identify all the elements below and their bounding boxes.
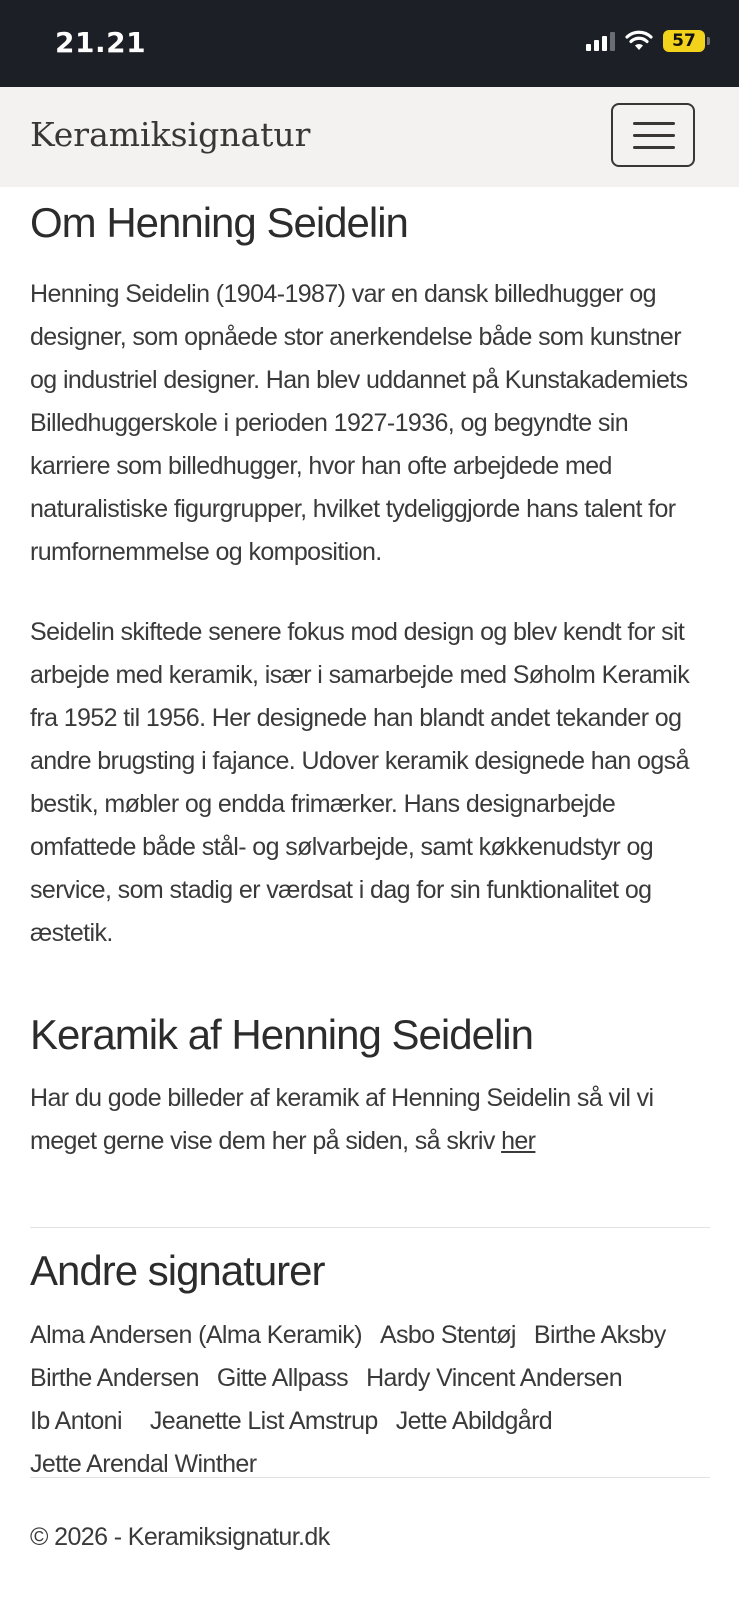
ceramics-text xyxy=(30,1077,710,1163)
signal-icon xyxy=(586,31,615,51)
hamburger-menu-icon-bar xyxy=(633,146,675,149)
ceramics-title: Keramik af Henning Seidelin xyxy=(30,1011,533,1058)
brand-link[interactable]: Keramiksignatur xyxy=(30,115,311,154)
signature-link-gitte-allpass[interactable]: Gitte Allpass xyxy=(216,1364,349,1392)
about-title: Om Henning Seidelin xyxy=(30,199,408,246)
footer-copyright: © 2026 - Keramiksignatur.dk xyxy=(30,1523,330,1551)
other-signatures-title: Andre signaturer xyxy=(30,1247,325,1294)
other-signatures-list xyxy=(30,1314,720,1486)
status-bar xyxy=(0,0,739,87)
signature-link-asbo-stentoj[interactable]: Asbo Stentøj xyxy=(379,1321,516,1349)
signature-link-hardy-vincent-andersen[interactable]: Hardy Vincent Andersen xyxy=(366,1364,623,1392)
signature-link-jeanette-list-amstrup[interactable]: Jeanette List Amstrup xyxy=(149,1407,378,1435)
divider xyxy=(30,1227,710,1228)
navbar xyxy=(0,87,739,187)
status-time: 21.21 xyxy=(55,26,147,59)
signature-link-birthe-aksby[interactable]: Birthe Aksby xyxy=(533,1321,666,1349)
status-icons xyxy=(586,30,705,52)
signature-link-jette-arendal-winther[interactable]: Jette Arendal Winther xyxy=(30,1450,257,1478)
signature-link-birthe-andersen[interactable]: Birthe Andersen xyxy=(30,1364,199,1392)
hamburger-menu-icon-bar xyxy=(633,134,675,137)
signature-link-jette-abildgard[interactable]: Jette Abildgård xyxy=(395,1407,553,1435)
divider xyxy=(30,1477,710,1478)
signature-link-ib-antoni[interactable]: Ib Antoni xyxy=(30,1407,122,1435)
ceramics-text-body: Har du gode billeder af keramik af Henning Seidelin så vil vi meget gerne vise dem her på siden, så skriv xyxy=(30,1084,654,1155)
about-paragraph-1: Henning Seidelin (1904-1987) var en dansk billedhugger og designer, som opnåede stor anerkendelse både som kunstner og industriel designer. Han blev uddannet på Kunstakademiets Billedhuggerskole i perioden 1927-1936, og begyndte sin karriere som billedhugger, hvor han ofte arbejdede med naturalistiske figurgrupper, hvilket tydeliggjorde hans talent for rumfornemmelse og komposition. xyxy=(30,280,688,566)
hamburger-menu-icon xyxy=(633,122,675,125)
write-here-link[interactable]: her xyxy=(501,1127,536,1155)
hamburger-menu-button[interactable] xyxy=(611,103,695,167)
wifi-icon xyxy=(625,30,653,52)
battery-icon: 57 xyxy=(663,30,705,52)
about-paragraph-2: Seidelin skiftede senere fokus mod design og blev kendt for sit arbejde med keramik, især i samarbejde med Søholm Keramik fra 1952 til 1956. Her designede han blandt andet tekander og andre brugsting i fajance. Udover keramik designede han også bestik, møbler og endda frimærker. Hans designarbejde omfattede både stål- og sølvarbejde, samt køkkenudstyr og service, som stadig er værdsat i dag for sin funktionalitet og æstetik. xyxy=(30,618,690,947)
signature-link-alma-andersen[interactable]: Alma Andersen (Alma Keramik) xyxy=(30,1321,362,1349)
